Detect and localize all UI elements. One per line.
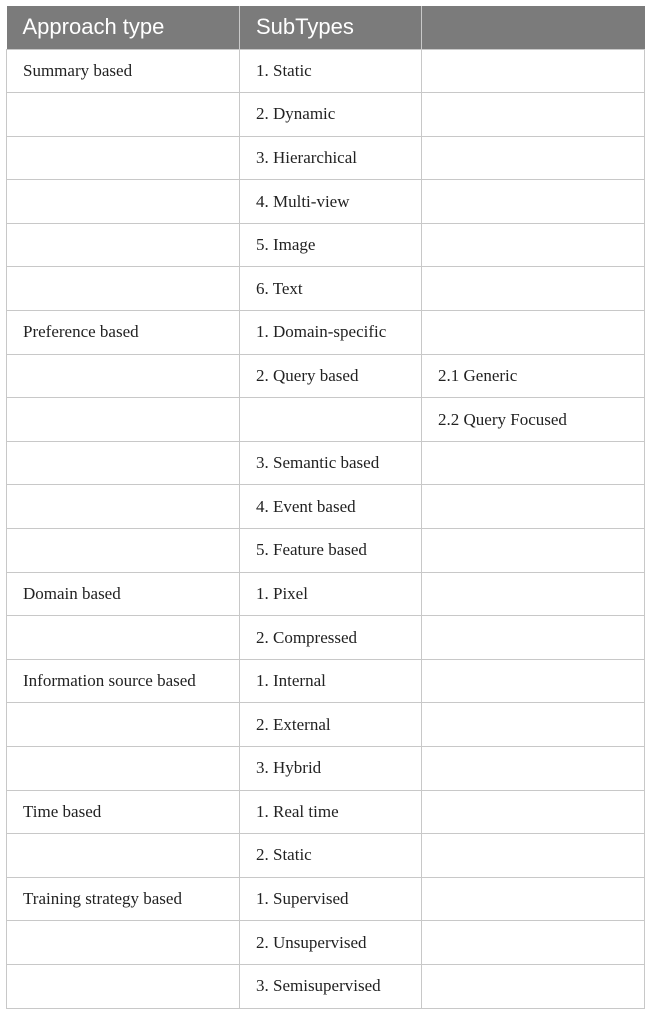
- subtype-cell: 3. Hierarchical: [240, 136, 422, 180]
- approach-type-cell: [7, 354, 240, 398]
- approach-type-cell: [7, 703, 240, 747]
- header-subtypes: SubTypes: [240, 6, 422, 49]
- subtype-cell: 2. External: [240, 703, 422, 747]
- approach-type-cell: Information source based: [7, 659, 240, 703]
- sub-subtype-cell: [422, 964, 645, 1008]
- sub-subtype-cell: [422, 223, 645, 267]
- approach-type-cell: [7, 485, 240, 529]
- table-row: [7, 747, 645, 791]
- approach-type-cell: [7, 921, 240, 965]
- subtype-cell: 5. Image: [240, 223, 422, 267]
- sub-subtype-cell: [422, 529, 645, 573]
- sub-subtype-cell: [422, 703, 645, 747]
- approach-type-cell: [7, 441, 240, 485]
- table-row: [7, 49, 645, 93]
- subtype-cell: 2. Static: [240, 834, 422, 878]
- subtype-cell: 1. Pixel: [240, 572, 422, 616]
- subtype-cell: 6. Text: [240, 267, 422, 311]
- approach-type-cell: [7, 964, 240, 1008]
- sub-subtype-cell: [422, 311, 645, 355]
- table-row: [7, 180, 645, 224]
- table-body: [7, 49, 645, 1008]
- approach-type-cell: [7, 616, 240, 660]
- subtype-cell: 3. Semisupervised: [240, 964, 422, 1008]
- approach-type-cell: Preference based: [7, 311, 240, 355]
- approach-type-cell: [7, 180, 240, 224]
- sub-subtype-cell: [422, 441, 645, 485]
- table-row: [7, 93, 645, 137]
- subtype-cell: 1. Internal: [240, 659, 422, 703]
- subtype-cell: 2. Compressed: [240, 616, 422, 660]
- sub-subtype-cell: [422, 834, 645, 878]
- subtype-cell: 1. Domain-specific: [240, 311, 422, 355]
- table-header: [7, 6, 645, 49]
- table-row: [7, 877, 645, 921]
- sub-subtype-cell: [422, 747, 645, 791]
- table-row: [7, 267, 645, 311]
- subtype-cell: 2. Query based: [240, 354, 422, 398]
- table-row: [7, 616, 645, 660]
- sub-subtype-cell: 2.1 Generic: [422, 354, 645, 398]
- table-row: [7, 964, 645, 1008]
- subtype-cell: 1. Static: [240, 49, 422, 93]
- subtype-cell: 4. Event based: [240, 485, 422, 529]
- sub-subtype-cell: [422, 616, 645, 660]
- subtype-cell: [240, 398, 422, 442]
- approach-type-cell: [7, 747, 240, 791]
- sub-subtype-cell: [422, 93, 645, 137]
- sub-subtype-cell: [422, 136, 645, 180]
- table-row: [7, 572, 645, 616]
- header-row: [7, 6, 645, 49]
- subtype-cell: 4. Multi-view: [240, 180, 422, 224]
- table-row: [7, 529, 645, 573]
- approach-type-cell: [7, 223, 240, 267]
- subtype-cell: 5. Feature based: [240, 529, 422, 573]
- approach-type-cell: [7, 93, 240, 137]
- subtype-cell: 3. Hybrid: [240, 747, 422, 791]
- approach-type-cell: Summary based: [7, 49, 240, 93]
- table-row: [7, 136, 645, 180]
- table-row: [7, 703, 645, 747]
- sub-subtype-cell: [422, 485, 645, 529]
- approach-type-cell: Time based: [7, 790, 240, 834]
- table-row: [7, 441, 645, 485]
- header-sub-subtypes: [422, 6, 645, 49]
- table-row: [7, 398, 645, 442]
- table-row: [7, 834, 645, 878]
- sub-subtype-cell: [422, 877, 645, 921]
- sub-subtype-cell: [422, 790, 645, 834]
- table-row: [7, 921, 645, 965]
- approach-type-cell: [7, 834, 240, 878]
- approach-type-cell: [7, 267, 240, 311]
- sub-subtype-cell: 2.2 Query Focused: [422, 398, 645, 442]
- sub-subtype-cell: [422, 49, 645, 93]
- approach-type-cell: [7, 529, 240, 573]
- subtype-cell: 2. Dynamic: [240, 93, 422, 137]
- approach-table: [6, 6, 645, 1009]
- sub-subtype-cell: [422, 572, 645, 616]
- subtype-cell: 1. Real time: [240, 790, 422, 834]
- subtype-cell: 2. Unsupervised: [240, 921, 422, 965]
- subtype-cell: 1. Supervised: [240, 877, 422, 921]
- approach-type-cell: [7, 136, 240, 180]
- approach-type-cell: [7, 398, 240, 442]
- sub-subtype-cell: [422, 921, 645, 965]
- subtype-cell: 3. Semantic based: [240, 441, 422, 485]
- table-row: [7, 311, 645, 355]
- sub-subtype-cell: [422, 267, 645, 311]
- sub-subtype-cell: [422, 659, 645, 703]
- approach-type-cell: Training strategy based: [7, 877, 240, 921]
- table-row: [7, 790, 645, 834]
- table-row: [7, 485, 645, 529]
- header-approach-type: Approach type: [7, 6, 240, 49]
- table-row: [7, 223, 645, 267]
- sub-subtype-cell: [422, 180, 645, 224]
- approach-type-cell: Domain based: [7, 572, 240, 616]
- table-row: [7, 354, 645, 398]
- approach-table-container: [6, 6, 644, 1009]
- table-row: [7, 659, 645, 703]
